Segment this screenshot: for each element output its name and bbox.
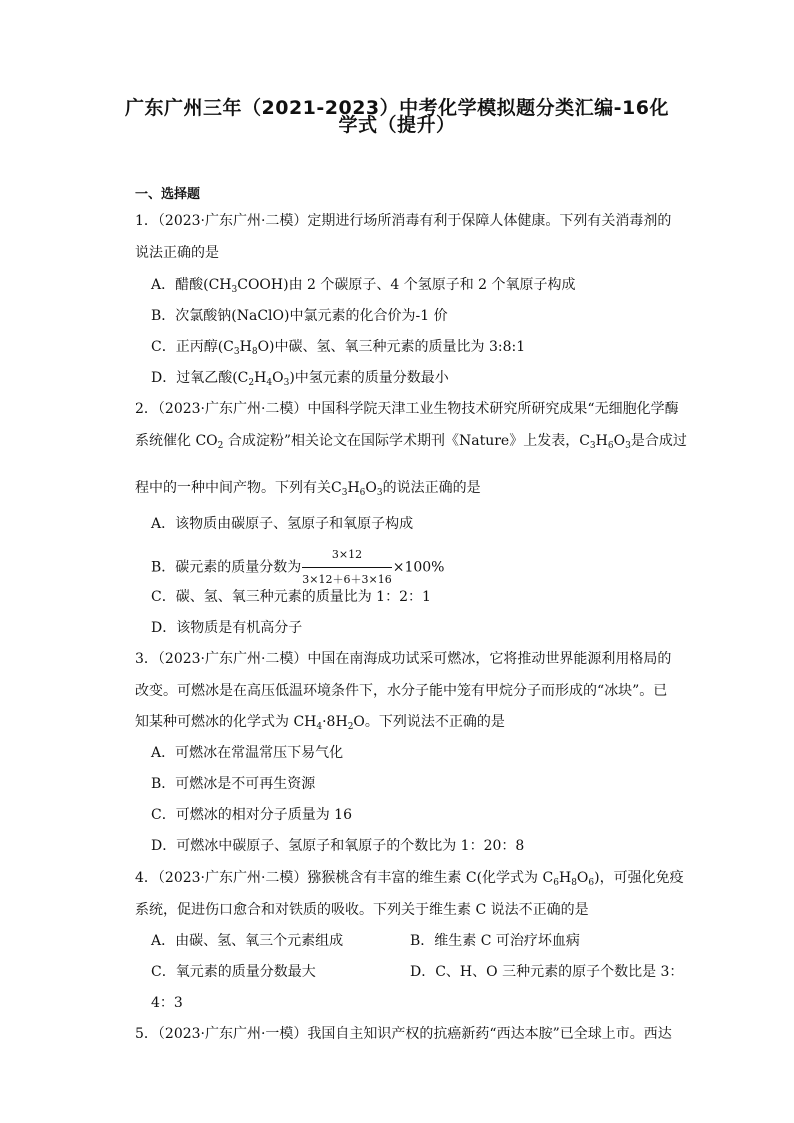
q3-option-d: D．可燃冰中碳原子、氢原子和氧原子的个数比为 1：20：8 xyxy=(151,838,525,854)
q3-option-a: A．可燃冰在常温常压下易气化 xyxy=(151,745,344,761)
q4-option-d-continued: 4：3 xyxy=(151,995,183,1011)
q3-stem-line3: 知某种可燃冰的化学式为 $CH_4\cdot 8H_2O$。下列说法不正确的是 xyxy=(135,714,505,732)
q2-option-a: A．该物质由碳原子、氢原子和氧原子构成 xyxy=(151,516,414,532)
q3-stem-line2: 改变。可燃冰是在高压低温环境条件下，水分子能中笼有甲烷分子而形成的“冰块”。已 xyxy=(135,683,668,699)
q2-stem-line1: 2．（2023·广东广州·二模）中国科学院天津工业生物技术研究所研究成果“无细胞化学酶 xyxy=(135,401,679,417)
q4-option-d: D．C、H、O 三种元素的原子个数比是 3： xyxy=(410,964,684,980)
q1-stem-line1: 1．（2023·广东广州·二模）定期进行场所消毒有利于保障人体健康。下列有关消毒剂的 xyxy=(135,213,672,229)
q4-stem-line1: 4．（2023·广东广州·二模）猕猴桃含有丰富的维生素 C(化学式为 $C_6H_8O_6$)，可强化免疫 xyxy=(135,870,684,888)
q1-option-c: C．正丙醇$(C_3H_8O)$中碳、氢、氧三种元素的质量比为 3:8:1 xyxy=(151,339,526,357)
q1-stem-line2: 说法正确的是 xyxy=(135,245,219,261)
q2-option-b: B．碳元素的质量分数为 $\frac{3\times 12}{3\times 12+6+3\times 16}$ ×100% xyxy=(151,545,445,590)
q2-option-c: C．碳、氢、氧三种元素的质量比为 1：2：1 xyxy=(151,589,431,605)
formula: $C_3H_6O_3$ xyxy=(331,480,383,498)
q3-stem-line1: 3．（2023·广东广州·二模）中国在南海成功试采可燃冰，它将推动世界能源利用格局的 xyxy=(135,651,672,667)
q4-option-a: A．由碳、氢、氧三个元素组成 xyxy=(151,933,344,949)
q5-stem-line1: 5．（2023·广东广州·一模）我国自主知识产权的抗癌新药“西达本胺”已全球上市。西达 xyxy=(135,1026,672,1042)
q1-option-a: A．醋酸$(CH_3COOH)$由 2 个碳原子、4 个氢原子和 2 个氧原子构成 xyxy=(151,277,576,295)
q2-stem-line2: 系统催化 $CO_2$ 合成淀粉”相关论文在国际学术期刊《Nature》上发表，$C_3H_6O_3$是合成过 xyxy=(135,433,687,451)
section-header: 一、选择题 xyxy=(135,187,201,202)
document-title-line1: 广东广州三年（2021-2023）中考化学模拟题分类汇编-16化 xyxy=(125,97,669,119)
document-title-line2: 学式（提升） xyxy=(338,114,456,136)
q3-option-b: B．可燃冰是不可再生资源 xyxy=(151,776,316,792)
q1-option-b: B．次氯酸钠(NaClO)中氯元素的化合价为-1 价 xyxy=(151,308,448,324)
q2-option-d: D．该物质是有机高分子 xyxy=(151,620,303,636)
q4-option-c: C．氧元素的质量分数最大 xyxy=(151,964,316,980)
fraction xyxy=(302,545,391,590)
q1-option-d: D．过氧乙酸$(C_2H_4O_3)$中氢元素的质量分数最小 xyxy=(151,370,449,388)
fraction-denominator: 3×12＋6＋3×16 xyxy=(302,573,392,586)
fraction-numerator: 3×12 xyxy=(302,545,391,568)
q4-stem-line2: 系统，促进伤口愈合和对铁质的吸收。下列关于维生素 C 说法不正确的是 xyxy=(135,902,589,918)
q2-stem-line3: 程中的一种中间产物。下列有关$C_3H_6O_3$的说法正确的是 xyxy=(135,480,481,498)
q3-option-c: C．可燃冰的相对分子质量为 16 xyxy=(151,807,352,823)
q4-option-b: B．维生素 C 可治疗坏血病 xyxy=(410,933,580,949)
formula: $C_3H_6O_3$ xyxy=(579,433,631,451)
